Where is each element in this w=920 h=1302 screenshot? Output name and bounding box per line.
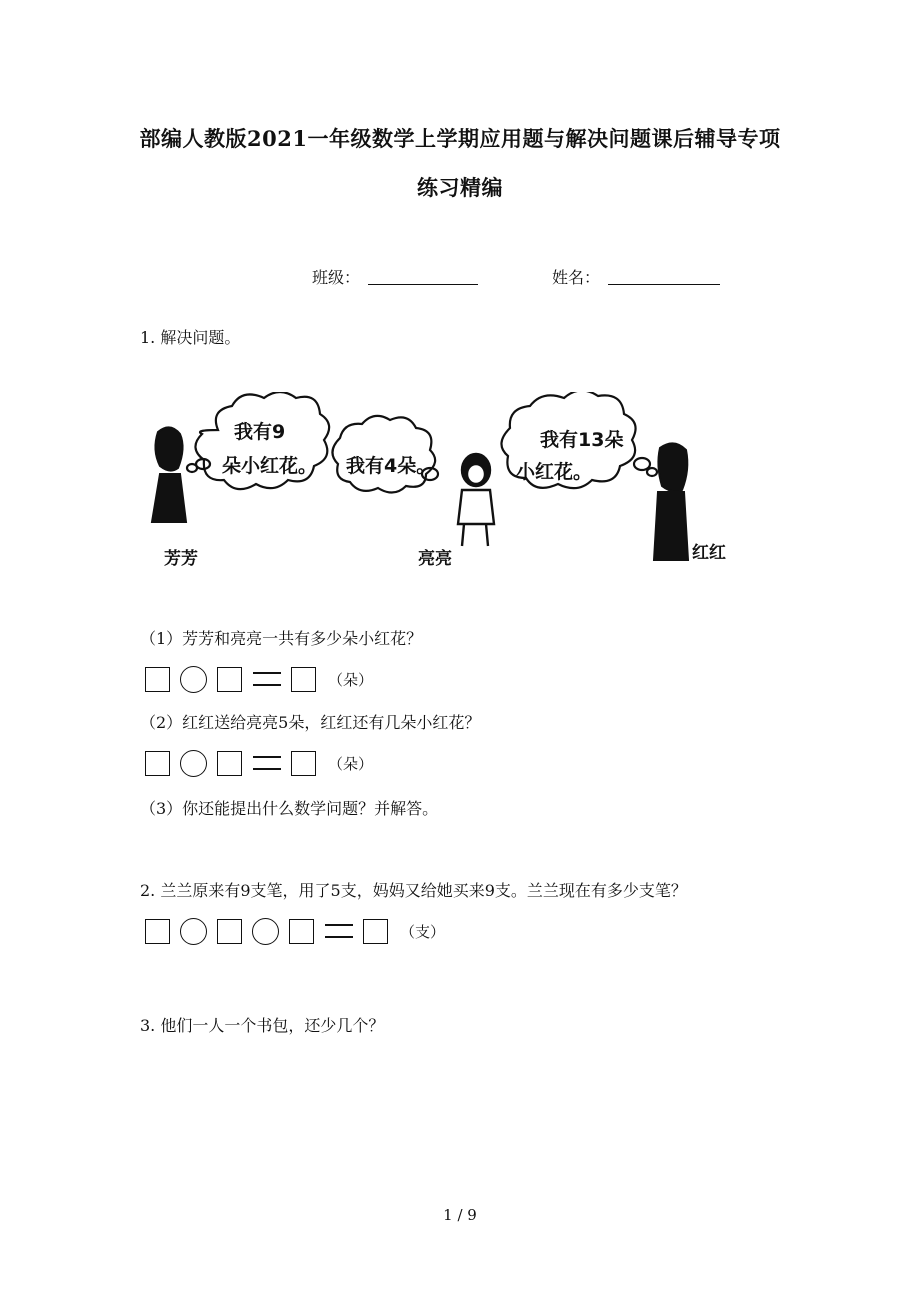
document-title-line2: 练习精编 <box>417 175 503 200</box>
unit-label: （支） <box>400 922 446 941</box>
answer-box[interactable] <box>217 667 242 692</box>
page-number: 1 / 9 <box>443 1206 477 1224</box>
honghong-bubble-text-2: 小红花。 <box>516 461 593 483</box>
result-box[interactable] <box>363 919 388 944</box>
name-label: 姓名： <box>552 268 601 287</box>
question-1-sub-3: （3）你还能提出什么数学问题？并解答。 <box>140 799 439 818</box>
question-1-title: 1. 解决问题。 <box>140 328 241 347</box>
answer-box[interactable] <box>145 919 170 944</box>
document-title-line1: 部编人教版2021一年级数学上学期应用题与解决问题课后辅导专项 <box>139 126 781 151</box>
name-blank-line[interactable] <box>608 284 720 285</box>
operator-circle[interactable] <box>180 918 207 945</box>
question-3-title: 3. 他们一人一个书包，还少几个？ <box>140 1016 385 1035</box>
equals-sign <box>253 672 281 686</box>
honghong-name-label: 红红 <box>692 543 726 563</box>
class-blank-line[interactable] <box>368 284 478 285</box>
bubble-dot <box>187 464 197 472</box>
answer-box[interactable] <box>145 751 170 776</box>
bubble-dot <box>634 458 650 470</box>
answer-box[interactable] <box>217 751 242 776</box>
bubble-dot <box>647 468 657 476</box>
question-1-illustration <box>140 392 740 574</box>
equals-sign <box>325 924 353 938</box>
operator-circle[interactable] <box>180 750 207 777</box>
answer-box[interactable] <box>289 919 314 944</box>
operator-circle[interactable] <box>180 666 207 693</box>
fangfang-name-label: 芳芳 <box>164 549 198 569</box>
honghong-bubble-text-1: 我有13朵 <box>540 429 624 451</box>
liangliang-name-label: 亮亮 <box>418 549 452 569</box>
result-box[interactable] <box>291 667 316 692</box>
fangfang-bubble-text-2: 朵小红花。 <box>222 455 318 477</box>
result-box[interactable] <box>291 751 316 776</box>
question-2-equation <box>145 918 445 944</box>
question-2-title: 2. 兰兰原来有9支笔，用了5支，妈妈又给她买来9支。兰兰现在有多少支笔？ <box>140 881 687 900</box>
question-1-sub-1: （1）芳芳和亮亮一共有多少朵小红花？ <box>140 629 423 648</box>
answer-box[interactable] <box>217 919 242 944</box>
unit-label: （朵） <box>328 670 374 689</box>
honghong-figure <box>654 443 688 560</box>
operator-circle[interactable] <box>252 918 279 945</box>
question-1-sub-2-equation <box>145 750 373 776</box>
question-1-sub-1-equation <box>145 666 373 692</box>
unit-label: （朵） <box>328 754 374 773</box>
equals-sign <box>253 756 281 770</box>
fangfang-bubble-text-1: 我有9 <box>234 421 286 443</box>
question-1-sub-2: （2）红红送给亮亮5朵，红红还有几朵小红花？ <box>140 713 481 732</box>
fangfang-figure <box>152 427 186 522</box>
liangliang-bubble-text: 我有4朵。 <box>346 455 436 477</box>
answer-box[interactable] <box>145 667 170 692</box>
liangliang-figure <box>458 454 494 546</box>
class-label: 班级： <box>312 268 361 287</box>
